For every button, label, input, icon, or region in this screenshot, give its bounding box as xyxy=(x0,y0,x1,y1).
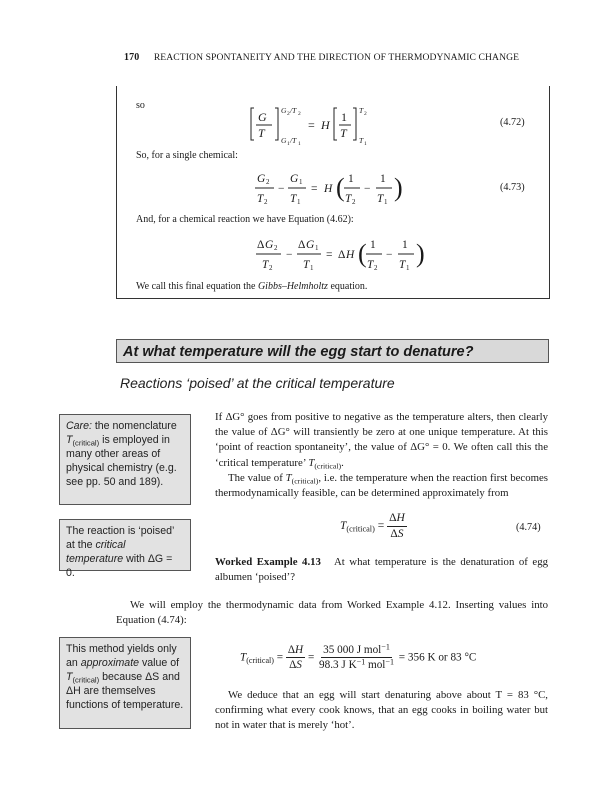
svg-text:=: = xyxy=(311,183,318,195)
paragraph-conclusion: We deduce that an egg will start denaturing above about T = 83 °C, confirming what every cook knows, that an egg cooks in boiling water but not in water that is merely ‘hot’. xyxy=(215,689,548,732)
svg-text:−: − xyxy=(386,249,393,261)
equation-4-73 xyxy=(254,166,434,210)
equation-4-74-number: (4.74) xyxy=(516,522,541,533)
svg-text:T: T xyxy=(359,136,364,145)
svg-text:Δ: Δ xyxy=(298,239,306,251)
svg-text:1: 1 xyxy=(384,198,388,206)
final-text-post: equation. xyxy=(327,281,368,292)
svg-text:=: = xyxy=(326,249,333,261)
svg-text:T: T xyxy=(303,259,310,271)
p2-text-b: , i.e. the temperature when the reaction first becomes thermodynamically feasible, can be determined approximately from xyxy=(215,471,548,500)
svg-text:H: H xyxy=(346,249,355,261)
svg-text:2: 2 xyxy=(266,178,270,186)
care-rest: the nomenclature xyxy=(91,420,177,432)
poised-post: with ΔG = 0. xyxy=(66,553,173,579)
calc-result: = 356 K or 83 °C xyxy=(398,651,477,664)
svg-text:T: T xyxy=(340,126,347,140)
svg-text:1: 1 xyxy=(315,244,319,252)
poised-pre: The reaction is ‘poised’ at the xyxy=(66,525,174,551)
paragraph-critical-temperature: If ΔG° goes from positive to negative as the temperature alters, then clearly the value of ΔG° will transiently be zero at one unique temperature. At this ‘point of reaction spontaneity’, the value of ΔG° = 0. We often call this the ‘critical temperature’ $T_{(critical)}$. The value of $T_{(critical)}$, i.e. the temperature when the reaction first becomes thermodynamically feasible, can be determined approximately from xyxy=(215,410,548,501)
svg-text:G: G xyxy=(257,173,266,185)
gibbs-helmholtz-equation xyxy=(256,232,446,276)
p2-text-a: The value of xyxy=(228,471,286,484)
svg-text:=: = xyxy=(308,118,315,132)
svg-text:G: G xyxy=(306,239,315,251)
svg-text:G: G xyxy=(265,239,274,251)
single-chemical-text: So, for a single chemical: xyxy=(136,150,238,161)
gibbs-helmholtz-text xyxy=(136,281,367,292)
svg-text:1: 1 xyxy=(297,198,301,206)
svg-text:2: 2 xyxy=(269,264,273,272)
so-text: so xyxy=(136,100,145,111)
final-text-name: Gibbs–Helmholtz xyxy=(257,281,328,292)
svg-text:G: G xyxy=(258,110,267,124)
svg-text:T: T xyxy=(258,126,265,140)
svg-text:2: 2 xyxy=(298,111,301,117)
svg-text:2: 2 xyxy=(264,198,268,206)
svg-text:1: 1 xyxy=(287,141,290,146)
svg-text:1: 1 xyxy=(402,239,408,251)
svg-text:): ) xyxy=(416,239,425,268)
svg-text:H: H xyxy=(321,118,330,132)
svg-text:/T: /T xyxy=(290,136,297,145)
poised-italic: critical temperature xyxy=(66,539,126,565)
svg-text:1: 1 xyxy=(370,239,376,251)
equation-4-74: $T_{(critical)}$ = $\frac{\Delta H}{\Delta S}$ xyxy=(340,512,405,540)
svg-text:2: 2 xyxy=(287,111,290,117)
svg-text:1: 1 xyxy=(299,178,303,186)
margin-note-poised xyxy=(59,519,191,579)
calc-denominator: 98.3 J K xyxy=(319,659,357,672)
svg-text:): ) xyxy=(394,173,403,202)
running-title: REACTION SPONTANEITY AND THE DIRECTION OF THERMODYNAMIC CHANGE xyxy=(153,52,520,63)
svg-text:T: T xyxy=(345,193,352,205)
equation-4-73-number: (4.73) xyxy=(500,182,525,193)
equation-4-72 xyxy=(250,100,410,146)
svg-text:H: H xyxy=(324,183,333,195)
care-prefix: Care: xyxy=(66,420,92,432)
worked-example-question: At what temperature is the denaturation of egg albumen ‘poised’? xyxy=(215,556,548,584)
paragraph-employ-data: We will employ the thermodynamic data from Worked Example 4.12. Inserting values into Equation (4.74): xyxy=(116,599,548,627)
p1-text: If ΔG° goes from positive to negative as the temperature alters, then clearly the value of ΔG° will transiently be zero at one unique temperature. At this ‘point of reaction spontaneity’, the value of ΔG° = 0. We often call this the ‘critical temperature’ xyxy=(215,411,548,469)
approx-post: because ΔS and ΔH are themselves functions of temperature. xyxy=(66,671,184,711)
svg-text:T: T xyxy=(399,259,406,271)
calc-numerator: 35 000 J mol xyxy=(323,644,382,656)
svg-text:T: T xyxy=(367,259,374,271)
svg-text:Δ: Δ xyxy=(257,239,265,251)
svg-text:T: T xyxy=(257,193,264,205)
svg-text:T: T xyxy=(262,259,269,271)
section-subheading: Reactions ‘poised’ at the critical temperature xyxy=(120,375,395,391)
care-tail: is employed in many other areas of physical chemistry (e.g. see pp. 50 and 189). xyxy=(66,434,177,488)
svg-text:T: T xyxy=(359,106,364,115)
running-header xyxy=(124,52,554,63)
svg-text:−: − xyxy=(364,183,371,195)
svg-text:(: ( xyxy=(336,173,345,202)
svg-text:T: T xyxy=(377,193,384,205)
svg-text:1: 1 xyxy=(341,110,347,124)
final-text-pre: We call this final equation the xyxy=(136,281,258,292)
approx-italic: approximate xyxy=(80,657,140,669)
svg-text:(: ( xyxy=(358,239,367,268)
svg-text:1: 1 xyxy=(310,264,314,272)
approx-mid: value of xyxy=(139,657,180,669)
svg-text:T: T xyxy=(290,193,297,205)
equation-4-72-number: (4.72) xyxy=(500,117,525,128)
margin-note-approximate: This method yields only an approximate value of $T_{(critical)}$ because ΔS and ΔH are themselves functions of temperature. xyxy=(59,637,191,729)
svg-text:G: G xyxy=(281,136,287,145)
section-heading: At what temperature will the egg start to denature? xyxy=(116,339,549,363)
critical-temperature-calculation: $T_{(critical)}$ = $\frac{\Delta H}{\Delta S}$ = $\frac{35 000 J mol^{-1}}{98.3 J K^{-1} mol^{-1}}$ = 356 K or 83 °C xyxy=(240,642,477,672)
svg-text:2: 2 xyxy=(274,244,278,252)
worked-example-4-13 xyxy=(215,555,548,585)
svg-text:2: 2 xyxy=(352,198,356,206)
svg-text:−: − xyxy=(286,249,293,261)
page-number: 170 xyxy=(124,52,140,63)
svg-text:G: G xyxy=(290,173,299,185)
paragraph-value: The value of $T_{(critical)}$, i.e. the temperature when the reaction first becomes thermodynamically feasible, can be determined approximately from xyxy=(215,471,548,500)
margin-note-nomenclature: Care: the nomenclature $T_{(critical)}$ is employed in many other areas of physical chemistry (e.g. see pp. 50 and 189). xyxy=(59,414,191,505)
worked-example-label: Worked Example 4.13 xyxy=(215,556,321,568)
svg-text:1: 1 xyxy=(380,173,386,185)
svg-text:−: − xyxy=(278,183,285,195)
reaction-text: And, for a chemical reaction we have Equation (4.62): xyxy=(136,214,354,225)
svg-text:1: 1 xyxy=(298,141,301,146)
approx-pre: This method yields only an xyxy=(66,643,177,669)
svg-text:G: G xyxy=(281,106,287,115)
svg-text:2: 2 xyxy=(364,111,367,117)
svg-text:/T: /T xyxy=(290,106,297,115)
svg-text:1: 1 xyxy=(364,141,367,146)
svg-text:1: 1 xyxy=(406,264,410,272)
svg-text:1: 1 xyxy=(348,173,354,185)
svg-text:2: 2 xyxy=(374,264,378,272)
svg-text:Δ: Δ xyxy=(338,249,346,261)
